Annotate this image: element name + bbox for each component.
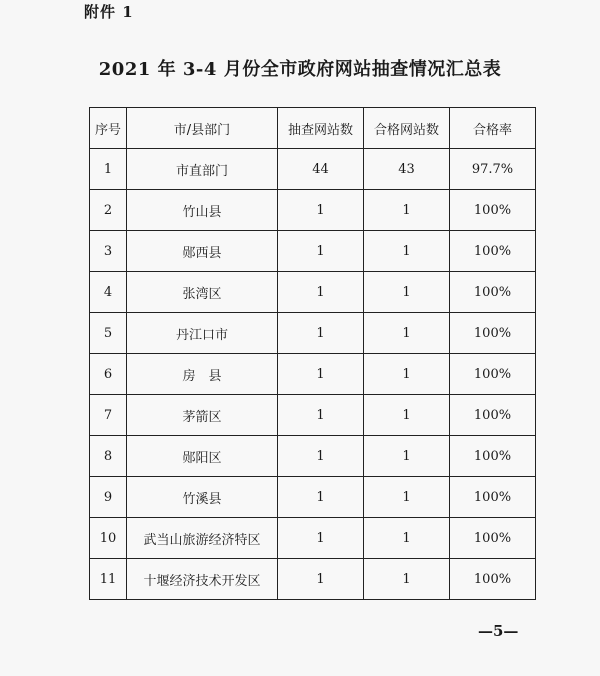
cell-department: 房 县 — [127, 354, 278, 395]
cell-seq: 3 — [90, 231, 127, 272]
cell-pass-rate: 100% — [450, 313, 536, 354]
table-row — [90, 395, 536, 436]
table-row — [90, 559, 536, 600]
cell-pass-rate: 100% — [450, 477, 536, 518]
cell-department: 丹江口市 — [127, 313, 278, 354]
cell-pass-rate: 100% — [450, 354, 536, 395]
cell-qualified-sites: 1 — [364, 518, 450, 559]
header-seq: 序号 — [90, 108, 127, 149]
table-body — [90, 149, 536, 600]
table-row — [90, 272, 536, 313]
cell-department: 市直部门 — [127, 149, 278, 190]
table-row — [90, 149, 536, 190]
cell-seq: 10 — [90, 518, 127, 559]
cell-qualified-sites: 1 — [364, 477, 450, 518]
cell-qualified-sites: 1 — [364, 559, 450, 600]
cell-qualified-sites: 1 — [364, 395, 450, 436]
cell-pass-rate: 100% — [450, 436, 536, 477]
cell-department: 武当山旅游经济特区 — [127, 518, 278, 559]
cell-seq: 8 — [90, 436, 127, 477]
header-sampled-sites: 抽查网站数 — [278, 108, 364, 149]
cell-sampled-sites: 1 — [278, 518, 364, 559]
cell-sampled-sites: 1 — [278, 436, 364, 477]
table-row — [90, 436, 536, 477]
attachment-label: 附件 1 — [84, 3, 134, 21]
cell-seq: 4 — [90, 272, 127, 313]
cell-seq: 9 — [90, 477, 127, 518]
cell-department: 茅箭区 — [127, 395, 278, 436]
cell-seq: 11 — [90, 559, 127, 600]
cell-sampled-sites: 1 — [278, 272, 364, 313]
cell-seq: 1 — [90, 149, 127, 190]
cell-qualified-sites: 1 — [364, 231, 450, 272]
cell-department: 竹山县 — [127, 190, 278, 231]
table-header — [90, 108, 536, 149]
cell-qualified-sites: 1 — [364, 272, 450, 313]
cell-department: 郧西县 — [127, 231, 278, 272]
cell-qualified-sites: 1 — [364, 436, 450, 477]
page-number: —5— — [478, 622, 519, 640]
cell-qualified-sites: 1 — [364, 354, 450, 395]
cell-sampled-sites: 1 — [278, 559, 364, 600]
cell-pass-rate: 100% — [450, 190, 536, 231]
cell-sampled-sites: 1 — [278, 354, 364, 395]
cell-qualified-sites: 43 — [364, 149, 450, 190]
cell-qualified-sites: 1 — [364, 313, 450, 354]
cell-sampled-sites: 1 — [278, 231, 364, 272]
cell-sampled-sites: 1 — [278, 395, 364, 436]
cell-qualified-sites: 1 — [364, 190, 450, 231]
cell-sampled-sites: 1 — [278, 477, 364, 518]
table-row — [90, 477, 536, 518]
page-title: 2021 年 3-4 月份全市政府网站抽查情况汇总表 — [98, 59, 502, 80]
cell-department: 十堰经济技术开发区 — [127, 559, 278, 600]
cell-department: 竹溪县 — [127, 477, 278, 518]
header-row — [90, 108, 536, 149]
cell-sampled-sites: 1 — [278, 190, 364, 231]
cell-seq: 5 — [90, 313, 127, 354]
header-pass-rate: 合格率 — [450, 108, 536, 149]
header-qualified-sites: 合格网站数 — [364, 108, 450, 149]
cell-seq: 6 — [90, 354, 127, 395]
cell-pass-rate: 100% — [450, 559, 536, 600]
cell-pass-rate: 97.7% — [450, 149, 536, 190]
table-row — [90, 313, 536, 354]
table-row — [90, 518, 536, 559]
cell-sampled-sites: 1 — [278, 313, 364, 354]
summary-table — [89, 107, 536, 600]
cell-department: 张湾区 — [127, 272, 278, 313]
cell-seq: 7 — [90, 395, 127, 436]
table-row — [90, 354, 536, 395]
cell-pass-rate: 100% — [450, 395, 536, 436]
cell-pass-rate: 100% — [450, 231, 536, 272]
table-row — [90, 231, 536, 272]
cell-seq: 2 — [90, 190, 127, 231]
table-row — [90, 190, 536, 231]
cell-pass-rate: 100% — [450, 518, 536, 559]
cell-department: 郧阳区 — [127, 436, 278, 477]
cell-pass-rate: 100% — [450, 272, 536, 313]
header-department: 市/县部门 — [127, 108, 278, 149]
cell-sampled-sites: 44 — [278, 149, 364, 190]
